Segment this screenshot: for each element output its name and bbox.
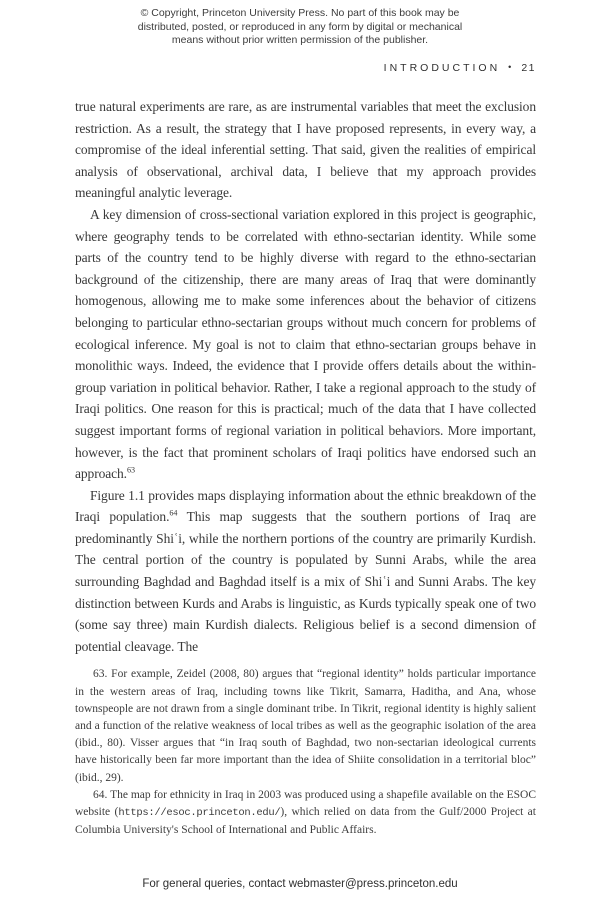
paragraph-3-text-a: Figure 1.1 provides maps displaying information about the ethnic breakdown of the Iraqi population. xyxy=(75,487,536,525)
bullet-separator: • xyxy=(508,62,512,72)
paragraph-3-text-b: This map suggests that the southern portions of Iraq are predominantly Shiʿi, while the northern portions of the country are primarily Kurdish. The central portion of the country is populated by Sunni Arabs, while the area surrounding Baghdad and Baghdad itself is a mix of Shiʿi and Sunni Arabs. The key distinction between Kurds and Arabs is linguistic, as Kurds typically speak one of two (some say three) main Kurdish dialects. Religious belief is a second dimension of potential cleavage. The xyxy=(75,509,536,654)
footnote-ref-64: 64 xyxy=(169,508,178,518)
paragraph-1 xyxy=(75,96,536,204)
page-number: 21 xyxy=(521,62,536,74)
footnotes xyxy=(75,666,536,839)
body-text xyxy=(75,96,536,657)
footnote-64 xyxy=(75,787,536,840)
copyright-line-3: means without prior written permission of the publisher. xyxy=(171,34,429,46)
running-head xyxy=(384,62,536,74)
copyright-line-2: distributed, posted, or reproduced in any form by digital or mechanical xyxy=(137,20,463,33)
footnote-64-text-b: ), which relied on data from the Gulf/2000 Project at Columbia University's School of International and Public Affairs. xyxy=(75,806,536,837)
paragraph-3 xyxy=(75,485,536,658)
paragraph-2-text: A key dimension of cross-sectional variation explored in this project is geographic, where geography tends to be correlated with ethno-sectarian identity. While some parts of the country tend to be highly diverse with regard to the ethno-sectarian background of the citizenship, there are many areas of Iraq that were dominantly homogenous, allowing me to make some inferences about the behavior of citizens belonging to particular ethno-sectarian groups without much concern for problems of ecological inference. My goal is not to claim that ethno-sectarian groups behave in monolithic ways. Indeed, the evidence that I provide offers details about the within-group variation in political behavior. Rather, I take a regional approach to the study of Iraqi politics. One reason for this is practical; much of the data that I have collected suggest important forms of regional variation in political behaviors. More important, however, is the fact that prominent scholars of Iraqi politics have endorsed such an approach. xyxy=(75,206,536,482)
footnote-64-text-a: 64. The map for ethnicity in Iraq in 2003 was produced using a shapefile available on the ESOC website ( xyxy=(75,788,536,819)
paragraph-1-text: true natural experiments are rare, as are instrumental variables that meet the exclusion restriction. As a result, the strategy that I have proposed represents, in every way, a compromise of the ideal inferential setting. That said, given the realities of empirical analysis of observational, archival data, I believe that my approach provides meaningful analytic leverage. xyxy=(75,99,536,201)
footer-contact-line: For general queries, contact webmaster@press.princeton.edu xyxy=(142,878,458,890)
footnote-63 xyxy=(75,666,536,786)
chapter-title: INTRODUCTION xyxy=(383,62,501,74)
footnote-ref-63: 63 xyxy=(126,465,136,475)
page-content xyxy=(75,96,536,839)
copyright-notice xyxy=(0,7,600,48)
esoc-url: https://esoc.princeton.edu/ xyxy=(118,807,281,820)
copyright-line-1: © Copyright, Princeton University Press. No part of this book may be xyxy=(140,7,460,19)
paragraph-2 xyxy=(75,204,536,485)
footnote-63-text: 63. For example, Zeidel (2008, 80) argues that “regional identity” holds particular importance in the western areas of Iraq, including towns like Tikrit, Samarra, Haditha, and Ana, whose townspeople are not drawn from a single dominant tribe. In Tikrit, regional identity is highly salient and a function of the relative weakness of local tribes as well as the geographic isolation of the area (ibid., 80). Visser argues that “in Iraq south of Baghdad, two non-sectarian ideological currents have historically been far more important than the idea of Shiite consolidation in a territorial bloc” (ibid., 29). xyxy=(75,668,536,784)
